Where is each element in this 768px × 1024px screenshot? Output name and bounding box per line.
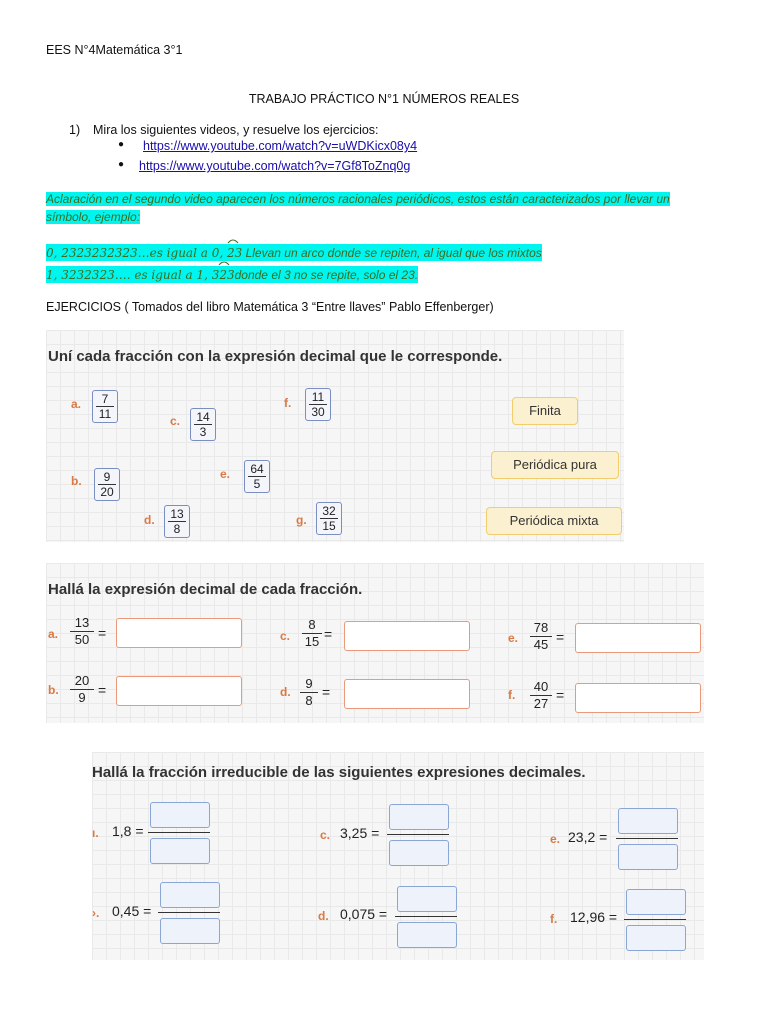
exercise-panel-3 bbox=[92, 752, 704, 960]
fraction: 20 9 bbox=[70, 674, 94, 705]
fraction-bar bbox=[624, 919, 686, 920]
school-header: EES N°4Matemática 3°1 bbox=[46, 43, 183, 57]
fraction-card[interactable]: 32 15 bbox=[316, 502, 342, 535]
item-letter: e. bbox=[508, 631, 519, 645]
example-periodic-mixed bbox=[46, 266, 418, 284]
instruction-text: Mira los siguientes videos, y resuelve los ejercicios: bbox=[93, 123, 379, 137]
fraction-bar bbox=[616, 838, 678, 839]
decimal-value: 23,2 = bbox=[568, 829, 608, 845]
video-link-2[interactable]: https://www.youtube.com/watch?v=7Gf8ToZnq0g bbox=[139, 159, 411, 173]
denominator-box[interactable] bbox=[618, 844, 678, 870]
example-1-math: 0, 2323232323…es igual a 0, 23 bbox=[46, 246, 243, 260]
example-2-text: donde el 3 no se repite, solo el 23. bbox=[234, 268, 419, 282]
item-letter: c. bbox=[320, 828, 331, 842]
exercise-panel-1 bbox=[46, 330, 624, 542]
bullet-icon: ● bbox=[118, 159, 125, 170]
equals-sign: = bbox=[324, 626, 333, 642]
repeat-arc-icon bbox=[218, 260, 230, 266]
fraction-card[interactable]: 13 8 bbox=[164, 505, 190, 538]
item-letter: ›. bbox=[92, 906, 100, 920]
fraction: 9 8 bbox=[300, 677, 318, 708]
answer-box[interactable] bbox=[575, 683, 701, 713]
decimal-value: 0,45 = bbox=[112, 903, 152, 919]
numerator-box[interactable] bbox=[397, 886, 457, 912]
option-finite[interactable]: Finita bbox=[512, 397, 578, 425]
answer-box[interactable] bbox=[116, 676, 242, 706]
item-letter: ı. bbox=[92, 826, 99, 840]
item-letter: d. bbox=[280, 685, 291, 699]
equals-sign: = bbox=[98, 682, 107, 698]
item-letter: c. bbox=[170, 414, 181, 428]
repeat-arc-icon bbox=[227, 238, 239, 244]
example-1-text: Llevan un arco donde se repiten, al igual que los mixtos bbox=[242, 246, 542, 260]
item-letter: e. bbox=[550, 832, 561, 846]
item-letter: a. bbox=[48, 627, 59, 641]
fraction-bar bbox=[395, 916, 457, 917]
decimal-value: 1,8 = bbox=[112, 823, 144, 839]
equals-sign: = bbox=[556, 629, 565, 645]
note-line-1: Aclaración en el segundo video aparecen los números racionales periódicos, estos están caracterizados por llevar un bbox=[46, 192, 670, 206]
fraction: 78 45 bbox=[530, 621, 552, 652]
panel-3-title: Hallá la fracción irreducible de las siguientes expresiones decimales. bbox=[92, 764, 586, 781]
page-title: TRABAJO PRÁCTICO N°1 NÚMEROS REALES bbox=[248, 92, 520, 106]
fraction: 13 50 bbox=[70, 616, 94, 647]
answer-box[interactable] bbox=[116, 618, 242, 648]
item-letter: b. bbox=[48, 683, 59, 697]
numerator-box[interactable] bbox=[389, 804, 449, 830]
item-letter: f. bbox=[284, 396, 292, 410]
example-2-math: 1, 3232323…. es igual a 1, 323 bbox=[46, 268, 235, 282]
fraction: 8 15 bbox=[302, 618, 322, 649]
note-line-2: símbolo, ejemplo: bbox=[46, 210, 141, 224]
numerator-box[interactable] bbox=[160, 882, 220, 908]
item-letter: e. bbox=[220, 467, 231, 481]
video-link-1[interactable]: https://www.youtube.com/watch?v=uWDKicx08y4 bbox=[143, 139, 418, 153]
example-periodic-pure bbox=[46, 244, 542, 262]
numerator-box[interactable] bbox=[626, 889, 686, 915]
denominator-box[interactable] bbox=[397, 922, 457, 948]
fraction-bar bbox=[387, 834, 449, 835]
fraction-bar bbox=[148, 832, 210, 833]
option-pure-periodic[interactable]: Periódica pura bbox=[491, 451, 619, 479]
item-letter: g. bbox=[296, 513, 307, 527]
panel-1-title: Uní cada fracción con la expresión decimal que le corresponde. bbox=[48, 348, 503, 365]
answer-box[interactable] bbox=[344, 621, 470, 651]
item-letter: f. bbox=[550, 912, 558, 926]
fraction-card[interactable]: 14 3 bbox=[190, 408, 216, 441]
decimal-value: 12,96 = bbox=[570, 909, 618, 925]
denominator-box[interactable] bbox=[389, 840, 449, 866]
denominator-box[interactable] bbox=[150, 838, 210, 864]
clarification-note bbox=[46, 190, 711, 226]
fraction-bar bbox=[158, 912, 220, 913]
item-letter: f. bbox=[508, 688, 516, 702]
decimal-value: 0,075 = bbox=[340, 906, 388, 922]
denominator-box[interactable] bbox=[626, 925, 686, 951]
denominator-box[interactable] bbox=[160, 918, 220, 944]
numerator-box[interactable] bbox=[150, 802, 210, 828]
exercise-panel-2 bbox=[46, 563, 704, 723]
item-letter: a. bbox=[71, 397, 82, 411]
instruction-number: 1) bbox=[69, 123, 81, 137]
fraction-card[interactable]: 7 11 bbox=[92, 390, 118, 423]
fraction: 40 27 bbox=[530, 680, 552, 711]
option-mixed-periodic[interactable]: Periódica mixta bbox=[486, 507, 622, 535]
equals-sign: = bbox=[98, 625, 107, 641]
decimal-value: 3,25 = bbox=[340, 825, 380, 841]
bullet-icon: ● bbox=[118, 139, 125, 150]
fraction-card[interactable]: 64 5 bbox=[244, 460, 270, 493]
item-letter: d. bbox=[144, 513, 155, 527]
equals-sign: = bbox=[322, 684, 331, 700]
item-letter: d. bbox=[318, 909, 329, 923]
equals-sign: = bbox=[556, 687, 565, 703]
fraction-card[interactable]: 9 20 bbox=[94, 468, 120, 501]
numerator-box[interactable] bbox=[618, 808, 678, 834]
fraction-card[interactable]: 11 30 bbox=[305, 388, 331, 421]
item-letter: c. bbox=[280, 629, 291, 643]
answer-box[interactable] bbox=[344, 679, 470, 709]
panel-2-title: Hallá la expresión decimal de cada fracción. bbox=[48, 581, 363, 598]
exercises-heading: EJERCICIOS ( Tomados del libro Matemática 3 “Entre llaves” Pablo Effenberger) bbox=[46, 300, 494, 314]
item-letter: b. bbox=[71, 474, 82, 488]
answer-box[interactable] bbox=[575, 623, 701, 653]
